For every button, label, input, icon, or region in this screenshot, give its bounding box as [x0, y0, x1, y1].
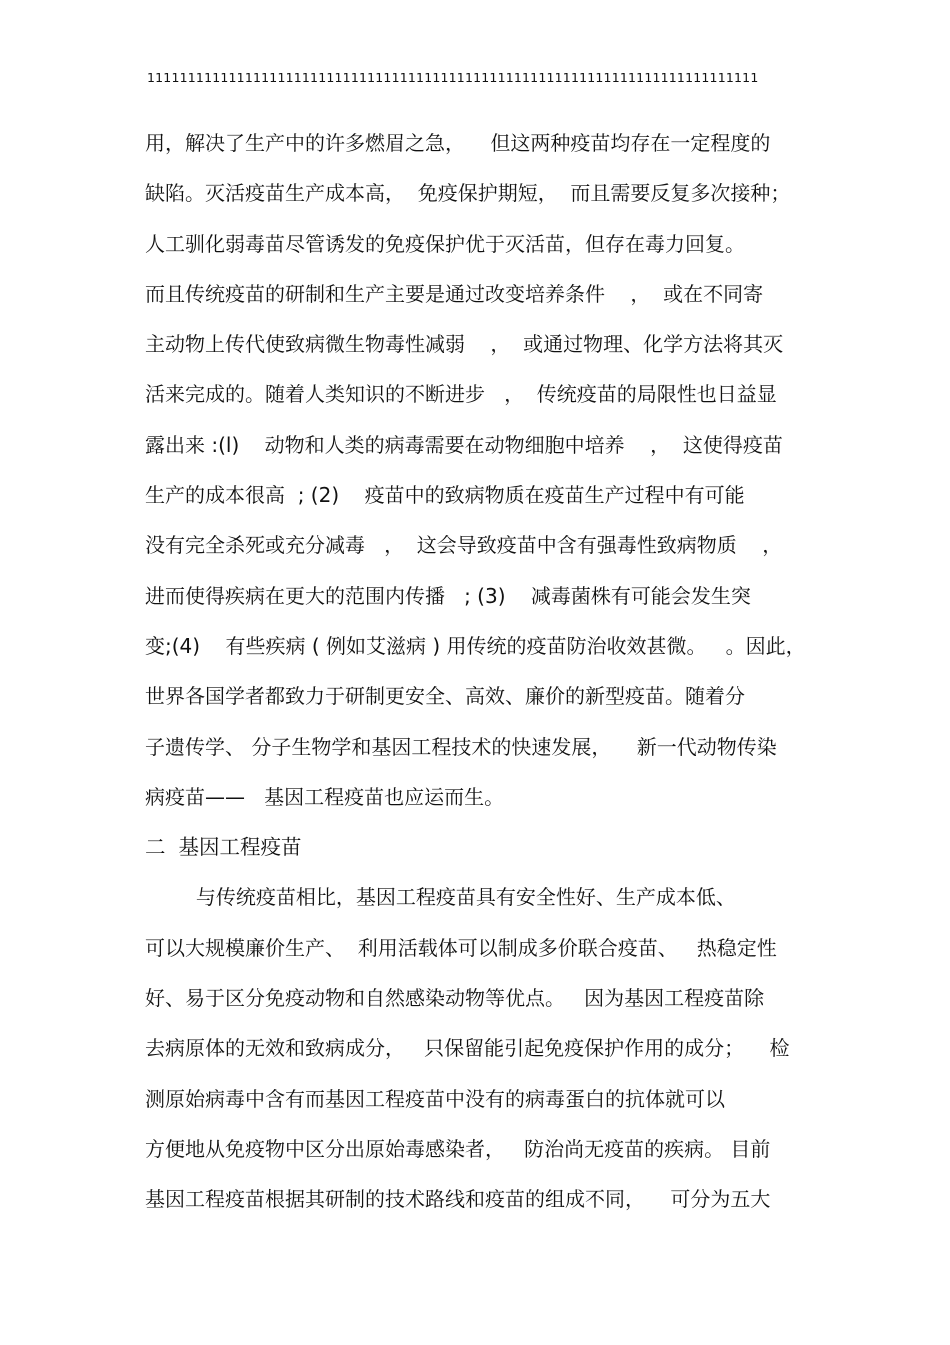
text-line: 生产的成本很高 ; (2) 疫苗中的致病物质在疫苗生产过程中有可能: [145, 483, 745, 508]
body-text: [145, 124, 825, 1231]
section-heading: 二 基因工程疫苗: [145, 835, 302, 860]
text-line: 病疫苗—— 基因工程疫苗也应运而生。: [145, 784, 505, 809]
text-line: 人工驯化弱毒苗尽管诱发的免疫保护优于灭活苗，但存在毒力回复。: [145, 231, 745, 256]
text-line: 测原始病毒中含有而基因工程疫苗中没有的病毒蛋白的抗体就可以: [145, 1086, 725, 1111]
text-line: 变;(4) 有些疾病 ( 例如艾滋病 ) 用传统的疫苗防治收效甚微。 。因此，: [145, 633, 806, 658]
text-line: 去病原体的无效和致病成分， 只保留能引起免疫保护作用的成分； 检: [145, 1036, 790, 1061]
text-line: 基因工程疫苗根据其研制的技术路线和疫苗的组成不同， 可分为五大: [145, 1187, 771, 1212]
text-line: 世界各国学者都致力于研制更安全、高效、廉价的新型疫苗。随着分: [145, 684, 745, 709]
text-line: 好、易于区分免疫动物和自然感染动物等优点。 因为基因工程疫苗除: [145, 986, 765, 1011]
text-line: 用，解决了生产中的许多燃眉之急， 但这两种疫苗均存在一定程度的: [145, 131, 771, 155]
text-line: 方便地从免疫物中区分出原始毒感染者， 防治尚无疫苗的疾病。 目前: [145, 1136, 771, 1161]
text-line: 活来完成的。随着人类知识的不断进步 ， 传统疫苗的局限性也日益显: [145, 382, 777, 407]
text-line: 而且传统疫苗的研制和生产主要是通过改变培养条件 ， 或在不同寄: [145, 281, 764, 306]
header-digits: 111111111111111111111111111111111111111111111111111111111111111111111111111: [147, 70, 759, 85]
text-line: 进而使得疾病在更大的范围内传播 ; (3) 减毒菌株有可能会发生突: [145, 583, 751, 608]
text-line: 子遗传学、 分子生物学和基因工程技术的快速发展， 新一代动物传染: [145, 734, 777, 759]
text-line: 缺陷。灭活疫苗生产成本高， 免疫保护期短， 而且需要反复多次接种；: [145, 181, 791, 206]
text-line: 没有完全杀死或充分减毒 ， 这会导致疫苗中含有强毒性致病物质 ，: [145, 533, 783, 558]
text-line: 露出来 :(l) 动物和人类的病毒需要在动物细胞中培养 ， 这使得疫苗: [145, 432, 783, 457]
text-line: 可以大规模廉价生产、 利用活载体可以制成多价联合疫苗、 热稳定性: [145, 935, 777, 960]
text-line: 与传统疫苗相比，基因工程疫苗具有安全性好、生产成本低、: [145, 885, 736, 910]
text-line: 主动物上传代使致病微生物毒性减弱 ， 或通过物理、化学方法将其灭: [145, 332, 784, 357]
